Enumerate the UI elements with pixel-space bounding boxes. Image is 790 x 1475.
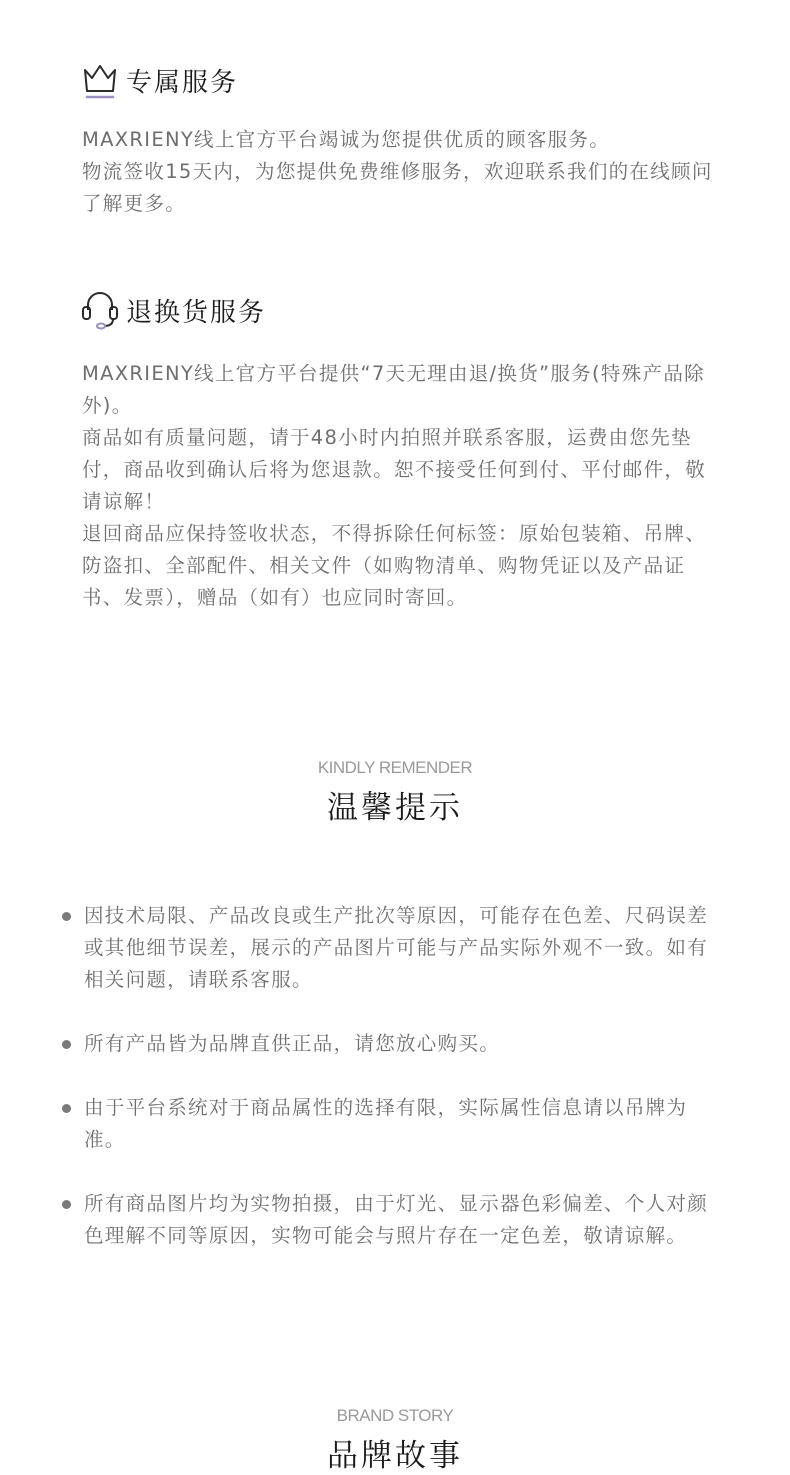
- brand-story-subtitle: BRAND STORY: [336, 1406, 454, 1425]
- list-item-text: 由于平台系统对于商品属性的选择有限，实际属性信息请以吊牌为准。: [84, 1096, 688, 1151]
- reminder-list: [62, 900, 722, 1284]
- list-item-text: 因技术局限、产品改良或生产批次等原因，可能存在色差、尺码误差或其他细节误差，展示的产品图片可能与产品实际外观不一致。如有相关问题，请联系客服。: [84, 904, 709, 991]
- reminder-header: [0, 758, 790, 827]
- exclusive-service-header: [82, 60, 722, 100]
- section-title: 专属服务: [126, 67, 239, 98]
- crown-icon: [82, 60, 120, 100]
- list-item: [62, 1188, 722, 1252]
- reminder-subtitle: KINDLY REMENDER: [317, 758, 473, 777]
- exclusive-service-section: [82, 60, 722, 220]
- paragraph: 物流签收15天内，为您提供免费维修服务，欢迎联系我们的在线顾问了解更多。: [82, 160, 713, 215]
- list-item-text: 所有产品皆为品牌直供正品，请您放心购买。: [84, 1032, 501, 1055]
- reminder-title: 温馨提示: [327, 790, 463, 826]
- list-item: [62, 900, 722, 996]
- headset-icon: [82, 290, 120, 330]
- paragraph: MAXRIENY线上官方平台竭诚为您提供优质的顾客服务。: [82, 128, 611, 151]
- list-item-text: 所有商品图片均为实物拍摄，由于灯光、显示器色彩偏差、个人对颜色理解不同等原因，实物可能会与照片存在一定色差，敬请谅解。: [84, 1192, 709, 1247]
- list-item: [62, 1092, 722, 1156]
- return-service-header: [82, 290, 722, 330]
- bullet-icon: [62, 1040, 71, 1049]
- brand-story-title: 品牌故事: [327, 1438, 463, 1474]
- bullet-icon: [62, 1200, 71, 1209]
- bullet-icon: [62, 1104, 71, 1113]
- section-title: 退换货服务: [126, 297, 267, 328]
- list-item: [62, 1028, 722, 1060]
- paragraph: MAXRIENY线上官方平台提供“7天无理由退/换货”服务(特殊产品除外)。: [82, 362, 705, 417]
- return-service-section: [82, 290, 722, 614]
- paragraph: 商品如有质量问题，请于48小时内拍照并联系客服，运费由您先垫付，商品收到确认后将为您退款。恕不接受任何到付、平付邮件，敬请谅解！: [82, 426, 707, 513]
- paragraph: 退回商品应保持签收状态，不得拆除任何标签：原始包装箱、吊牌、防盗扣、全部配件、相关文件（如购物清单、购物凭证以及产品证书、发票），赠品（如有）也应同时寄回。: [82, 522, 707, 609]
- bullet-icon: [62, 912, 71, 921]
